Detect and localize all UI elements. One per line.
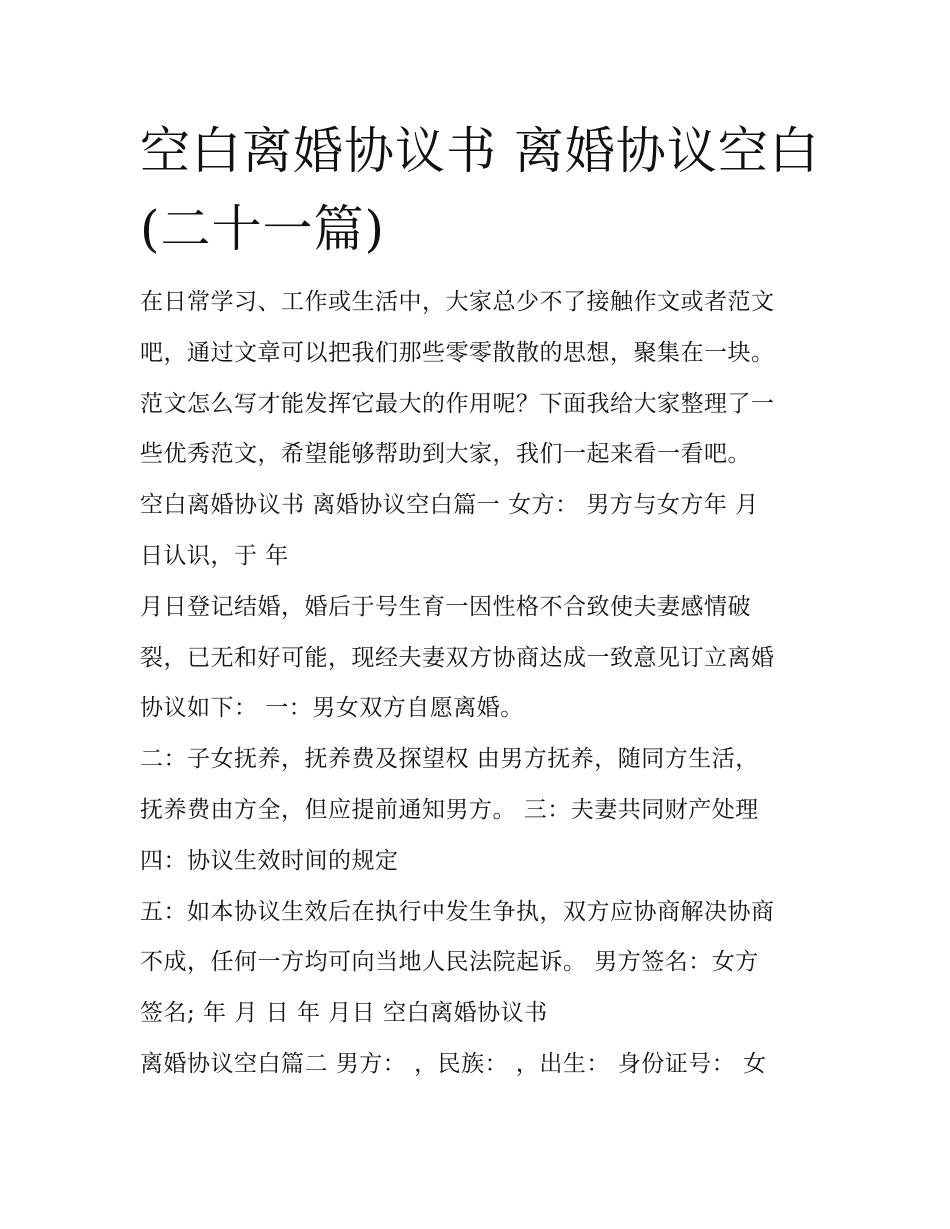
document-title [140, 112, 830, 268]
title-line: 空白离婚协议书 离婚协议空白 [140, 122, 820, 180]
body-line: 抚养费由方全，但应提前通知男方。 三：夫妻共同财产处理 [140, 796, 759, 823]
body-line: 些优秀范文，希望能够帮助到大家，我们一起来看一看吧。 [140, 441, 751, 468]
body-line: 协议如下： 一：男女双方自愿离婚。 [140, 695, 524, 722]
body-line: 不成，任何一方均可向当地人民法院起诉。 男方签名：女方 [140, 949, 759, 976]
title-line: (二十一篇) [140, 200, 386, 258]
body-line: 在日常学习、工作或生活中，大家总少不了接触作文或者范文 [140, 289, 775, 315]
body-line: 四：协议生效时间的规定 [140, 847, 399, 874]
body-line: 五：如本协议生效后在执行中发生争执，双方应协商解决协商 [140, 898, 775, 925]
body-line: 吧，通过文章可以把我们那些零零散散的思想，聚集在一块。 [140, 339, 775, 366]
body-line: 二：子女抚养，抚养费及探望权 由男方抚养，随同方生活， [140, 746, 759, 773]
body-line: 月日登记结婚，婚后于号生育一因性格不合致使夫妻感情破 [140, 593, 751, 620]
document-body [140, 277, 840, 1090]
body-line: 空白离婚协议书 离婚协议空白篇一 女方： 男方与女方年 月 [140, 492, 759, 519]
body-line: 签名; 年 月 日 年 月日 空白离婚协议书 [140, 1000, 548, 1027]
body-line: 日认识，于 年 [140, 542, 289, 569]
body-line: 离婚协议空白篇二 男方： ，民族： ，出生： 身份证号： 女 [140, 1050, 767, 1077]
body-line: 范文怎么写才能发挥它最大的作用呢？下面我给大家整理了一 [140, 390, 775, 417]
body-line: 裂，已无和好可能，现经夫妻双方协商达成一致意见订立离婚 [140, 644, 775, 671]
